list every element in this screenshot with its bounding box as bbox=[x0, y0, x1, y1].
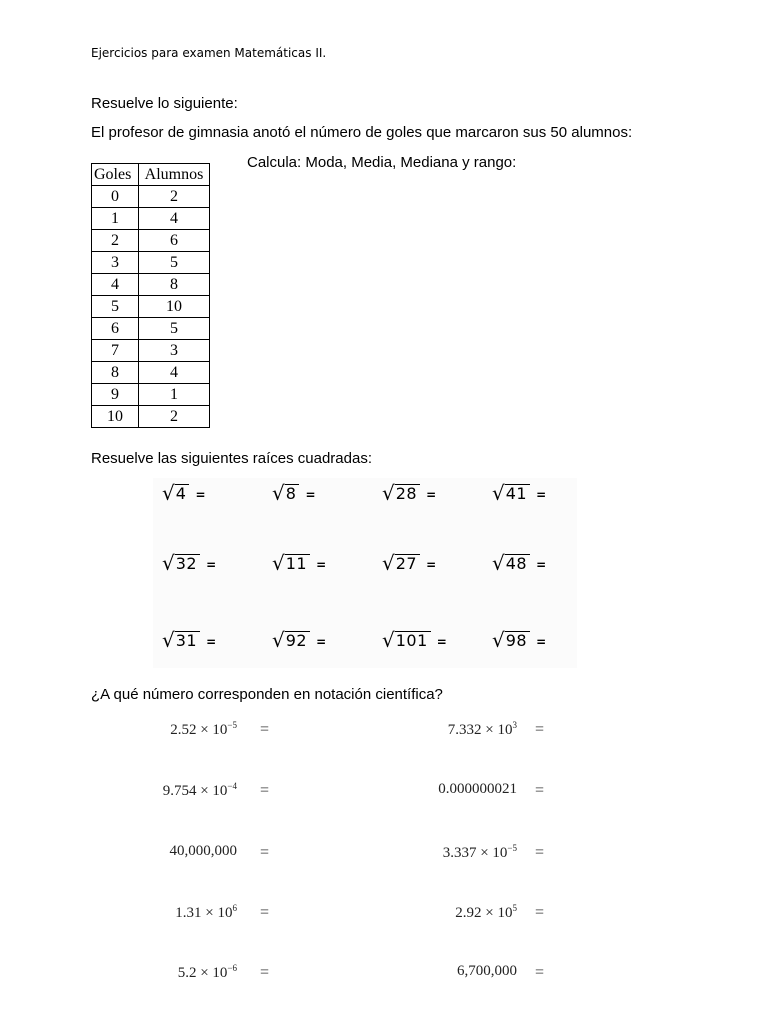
radicand: 32 bbox=[175, 554, 200, 573]
goles-cell: 4 bbox=[92, 274, 139, 296]
alumnos-cell: 8 bbox=[139, 274, 210, 296]
table-row bbox=[92, 186, 210, 208]
table-row bbox=[92, 384, 210, 406]
expression-exponent: 3 bbox=[512, 720, 517, 730]
alumnos-cell: 6 bbox=[139, 230, 210, 252]
goles-cell: 1 bbox=[92, 208, 139, 230]
equals-sign: = bbox=[305, 488, 316, 502]
goals-table bbox=[91, 163, 210, 428]
document-header: Ejercicios para examen Matemáticas II. bbox=[91, 46, 327, 60]
square-root-exercise bbox=[162, 483, 206, 503]
square-root-exercise bbox=[492, 630, 546, 650]
square-root-exercise bbox=[382, 483, 436, 503]
table-row bbox=[92, 406, 210, 428]
radicand: 98 bbox=[505, 631, 530, 650]
column-header-goles: Goles bbox=[92, 164, 139, 186]
radical-sign-icon: √ bbox=[162, 551, 175, 575]
alumnos-cell: 4 bbox=[139, 208, 210, 230]
equals-sign: = bbox=[426, 488, 437, 502]
expression-base: 1.31 × 10 bbox=[175, 905, 233, 921]
goles-cell: 8 bbox=[92, 362, 139, 384]
left-expression bbox=[175, 903, 237, 922]
radicand: 41 bbox=[505, 484, 530, 503]
roots-section-title: Resuelve las siguientes raíces cuadradas: bbox=[91, 450, 372, 467]
equals-sign: = bbox=[535, 904, 545, 921]
right-expression bbox=[443, 843, 517, 862]
radicand: 27 bbox=[395, 554, 420, 573]
equals-sign: = bbox=[426, 558, 437, 572]
goles-cell: 2 bbox=[92, 230, 139, 252]
equals-sign: = bbox=[195, 488, 206, 502]
section-intro: Resuelve lo siguiente: bbox=[91, 95, 238, 112]
goles-cell: 6 bbox=[92, 318, 139, 340]
expression-exponent: 6 bbox=[232, 903, 237, 913]
radicand: 31 bbox=[175, 631, 200, 650]
alumnos-cell: 5 bbox=[139, 252, 210, 274]
equals-sign: = bbox=[536, 558, 547, 572]
expression-base: 2.92 × 10 bbox=[455, 905, 513, 921]
square-root-exercise bbox=[272, 483, 316, 503]
alumnos-cell: 5 bbox=[139, 318, 210, 340]
column-header-alumnos: Alumnos bbox=[139, 164, 210, 186]
square-root-exercise bbox=[492, 553, 546, 573]
equals-sign: = bbox=[535, 964, 545, 981]
table-row bbox=[92, 318, 210, 340]
expression-exponent: −5 bbox=[227, 720, 237, 730]
table-header-row bbox=[92, 164, 210, 186]
alumnos-cell: 1 bbox=[139, 384, 210, 406]
goles-cell: 3 bbox=[92, 252, 139, 274]
right-expression bbox=[455, 903, 517, 922]
right-expression bbox=[438, 781, 517, 798]
goles-cell: 7 bbox=[92, 340, 139, 362]
goles-cell: 0 bbox=[92, 186, 139, 208]
equals-sign: = bbox=[535, 721, 545, 738]
equals-sign: = bbox=[316, 558, 327, 572]
scientific-notation-title: ¿A qué número corresponden en notación científica? bbox=[91, 686, 443, 703]
equals-sign: = bbox=[260, 721, 270, 738]
square-root-exercise bbox=[382, 553, 436, 573]
alumnos-cell: 3 bbox=[139, 340, 210, 362]
equals-sign: = bbox=[536, 635, 547, 649]
radicand: 4 bbox=[175, 484, 190, 503]
expression-exponent: −4 bbox=[227, 781, 237, 791]
table-row bbox=[92, 230, 210, 252]
equals-sign: = bbox=[536, 488, 547, 502]
radicand: 8 bbox=[285, 484, 300, 503]
equals-sign: = bbox=[535, 782, 545, 799]
equals-sign: = bbox=[316, 635, 327, 649]
left-expression bbox=[163, 781, 237, 800]
square-root-exercise bbox=[162, 630, 216, 650]
square-root-exercise bbox=[162, 553, 216, 573]
radical-sign-icon: √ bbox=[272, 628, 285, 652]
table-row bbox=[92, 208, 210, 230]
goles-cell: 10 bbox=[92, 406, 139, 428]
radical-sign-icon: √ bbox=[492, 481, 505, 505]
radical-sign-icon: √ bbox=[162, 628, 175, 652]
expression-exponent: −5 bbox=[507, 843, 517, 853]
equals-sign: = bbox=[260, 844, 270, 861]
expression-base: 5.2 × 10 bbox=[177, 965, 228, 981]
radicand: 28 bbox=[395, 484, 420, 503]
table-row bbox=[92, 296, 210, 318]
equals-sign: = bbox=[260, 904, 270, 921]
right-expression bbox=[457, 963, 517, 980]
square-root-exercise bbox=[382, 630, 447, 650]
radical-sign-icon: √ bbox=[492, 628, 505, 652]
expression-base: 0.000000021 bbox=[438, 781, 517, 797]
goles-cell: 9 bbox=[92, 384, 139, 406]
equals-sign: = bbox=[436, 635, 447, 649]
radical-sign-icon: √ bbox=[382, 481, 395, 505]
radical-sign-icon: √ bbox=[272, 481, 285, 505]
square-root-exercise bbox=[272, 630, 326, 650]
expression-base: 9.754 × 10 bbox=[162, 783, 228, 799]
expression-base: 3.337 × 10 bbox=[442, 845, 508, 861]
radical-sign-icon: √ bbox=[162, 481, 175, 505]
radical-sign-icon: √ bbox=[382, 551, 395, 575]
table-row bbox=[92, 362, 210, 384]
expression-exponent: −6 bbox=[227, 963, 237, 973]
calculate-instruction: Calcula: Moda, Media, Mediana y rango: bbox=[247, 154, 517, 171]
square-root-exercise bbox=[492, 483, 546, 503]
table-row bbox=[92, 252, 210, 274]
alumnos-cell: 10 bbox=[139, 296, 210, 318]
left-expression bbox=[170, 720, 237, 739]
alumnos-cell: 2 bbox=[139, 186, 210, 208]
radical-sign-icon: √ bbox=[492, 551, 505, 575]
table-row bbox=[92, 274, 210, 296]
equals-sign: = bbox=[206, 635, 217, 649]
radicand: 11 bbox=[285, 554, 310, 573]
alumnos-cell: 4 bbox=[139, 362, 210, 384]
equals-sign: = bbox=[260, 782, 270, 799]
left-expression bbox=[178, 963, 237, 982]
equals-sign: = bbox=[535, 844, 545, 861]
expression-exponent: 5 bbox=[512, 903, 517, 913]
goles-cell: 5 bbox=[92, 296, 139, 318]
radical-sign-icon: √ bbox=[272, 551, 285, 575]
expression-base: 2.52 × 10 bbox=[170, 722, 228, 738]
radicand: 101 bbox=[395, 631, 431, 650]
expression-base: 7.332 × 10 bbox=[447, 722, 513, 738]
equals-sign: = bbox=[206, 558, 217, 572]
radical-sign-icon: √ bbox=[382, 628, 395, 652]
alumnos-cell: 2 bbox=[139, 406, 210, 428]
equals-sign: = bbox=[260, 964, 270, 981]
radicand: 48 bbox=[505, 554, 530, 573]
left-expression bbox=[170, 843, 238, 860]
expression-base: 40,000,000 bbox=[169, 843, 237, 859]
square-root-exercise bbox=[272, 553, 326, 573]
problem-statement: El profesor de gimnasia anotó el número de goles que marcaron sus 50 alumnos: bbox=[91, 124, 633, 141]
radicand: 92 bbox=[285, 631, 310, 650]
table-row bbox=[92, 340, 210, 362]
expression-base: 6,700,000 bbox=[457, 963, 517, 979]
right-expression bbox=[448, 720, 517, 739]
